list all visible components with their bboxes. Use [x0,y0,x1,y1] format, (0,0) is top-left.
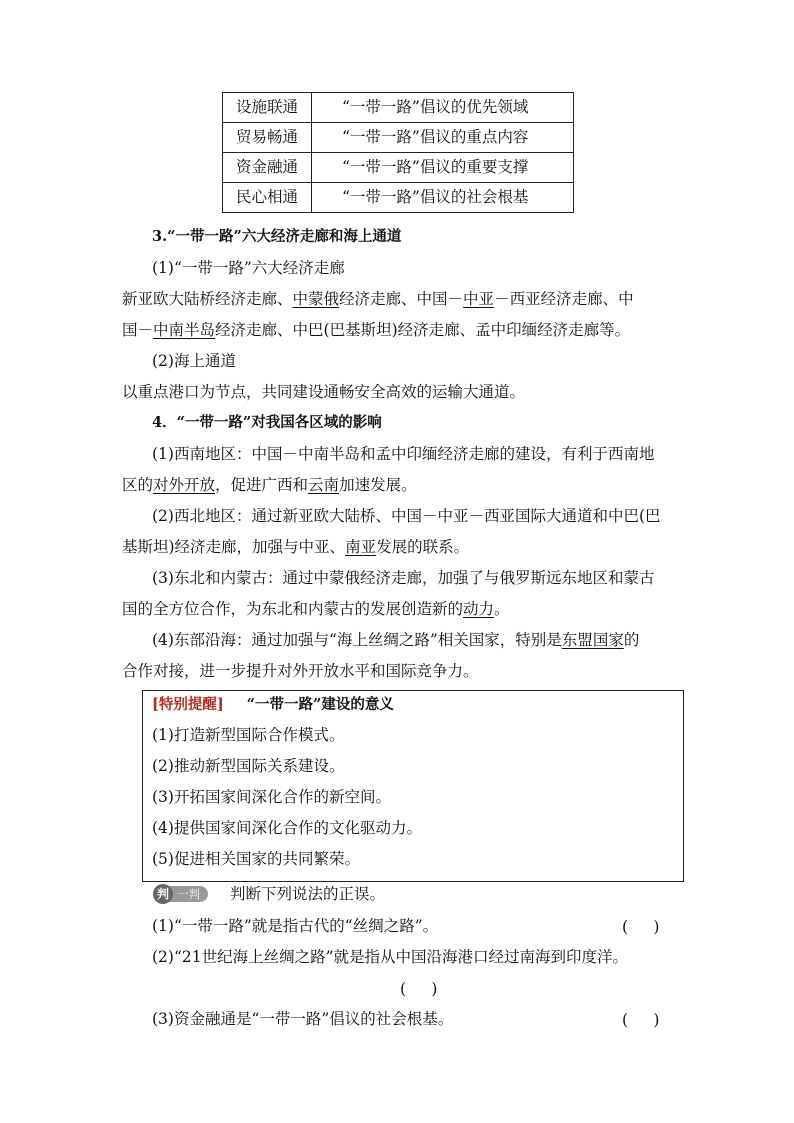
section3-paragraph1-line1 [122,288,634,310]
special-note-title: “一带一路”建设的意义 [246,696,394,713]
table-cell-desc: “一带一路”倡议的重要支撑 [312,153,574,183]
text-run: 加速发展。 [339,476,417,494]
section4-item3-line1: (3)东北和内蒙古：通过中蒙俄经济走廊，加强了与俄罗斯远东地区和蒙古 [152,569,655,587]
underlined-answer: 云南 [308,476,340,494]
text-run: 区的 [122,476,154,494]
section3-sub1: (1)“一带一路”六大经济走廊 [152,259,345,277]
text-run: (4)东部沿海：通过加强与“海上丝绸之路”相关国家，特别是 [152,631,562,649]
table-cell-term: 民心相通 [223,183,312,213]
section4-item1-line1: (1)西南地区：中国－中南半岛和孟中印缅经济走廊的建设，有利于西南地 [152,445,655,463]
connectivity-table [222,92,574,213]
text-run: 基斯坦)经济走廊，加强与中亚、 [122,538,346,556]
section3-sub2: (2)海上通道 [152,352,236,370]
text-run: 。 [494,600,510,618]
underlined-answer: 中亚 [463,290,495,308]
note-item: (1)打造新型国际合作模式。 [152,726,345,744]
text-run: 发展的联系。 [376,538,470,556]
table-row [223,153,574,183]
underlined-answer: 动力 [463,600,495,618]
underlined-answer: 对外开放 [153,476,216,494]
table-cell-desc: “一带一路”倡议的优先领域 [312,93,574,123]
section3-paragraph1-line2 [122,319,630,341]
text-run: 新亚欧大陆桥经济走廊、 [122,290,293,308]
text-run: 国的全方位合作，为东北和内蒙古的发展创造新的 [122,600,464,618]
underlined-answer: 南亚 [345,538,377,556]
section4-heading: 4．“一带一路”对我国各区域的影响 [152,414,382,431]
table-row [223,93,574,123]
section4-item2-line2 [122,536,469,558]
judge-question-2: (2)“21世纪海上丝绸之路”就是指从中国沿海港口经过南海到印度洋。 [152,948,629,966]
table-row [223,123,574,153]
section4-item2-line1: (2)西北地区：通过新亚欧大陆桥、中国－中亚－西亚国际大通道和中巴(巴 [152,507,661,525]
table-cell-term: 资金融通 [223,153,312,183]
text-run: ，促进广西和 [215,476,309,494]
table-cell-desc: “一带一路”倡议的社会根基 [312,183,574,213]
special-note-header [152,693,394,716]
table-row [223,183,574,213]
note-item: (3)开拓国家间深化合作的新空间。 [152,788,391,806]
table-cell-term: 设施联通 [223,93,312,123]
table-cell-desc: “一带一路”倡议的重点内容 [312,123,574,153]
text-run: 的 [623,631,640,649]
text-run: 国－ [122,321,154,339]
text-run: 经济走廊、中国－ [339,290,464,308]
judge-badge-pill: 一判 [165,886,208,902]
section3-paragraph2: 以重点港口为节点，共同建设通畅安全高效的运输大通道。 [122,383,526,401]
note-item: (5)促进相关国家的共同繁荣。 [152,850,360,868]
special-note-tag: [特别提醒] [152,696,224,713]
section4-item4-line2: 合作对接，进一步提升对外开放水平和国际竞争力。 [122,662,479,680]
note-item: (4)提供国家间深化合作的文化驱动力。 [152,819,422,837]
note-item: (2)推动新型国际关系建设。 [152,757,345,775]
section4-item4-line1 [152,629,639,651]
section3-heading: 3.“一带一路”六大经济走廊和海上通道 [152,228,402,245]
judge-badge-icon [153,884,213,904]
judge-question-1: (1)“一带一路”就是指古代的“丝绸之路”。 [152,917,439,935]
section4-item3-line2 [122,598,510,620]
underlined-answer: 东盟国家 [561,631,624,649]
answer-blank[interactable]: ( ) [400,980,438,998]
underlined-answer: 中蒙俄 [292,290,340,308]
underlined-answer: 中南半岛 [153,321,216,339]
judge-question-3: (3)资金融通是“一带一路”倡议的社会根基。 [152,1010,454,1028]
text-run: －西亚经济走廊、中 [494,290,634,308]
section4-item1-line2 [122,474,417,496]
answer-blank[interactable]: ( ) [622,1011,660,1029]
table-cell-term: 贸易畅通 [223,123,312,153]
judge-badge-circle: 判 [153,884,173,904]
text-run: 经济走廊、中巴(巴基斯坦)经济走廊、孟中印缅经济走廊等。 [215,321,631,339]
judge-instruction: 判断下列说法的正误。 [230,885,386,903]
answer-blank[interactable]: ( ) [622,918,660,936]
